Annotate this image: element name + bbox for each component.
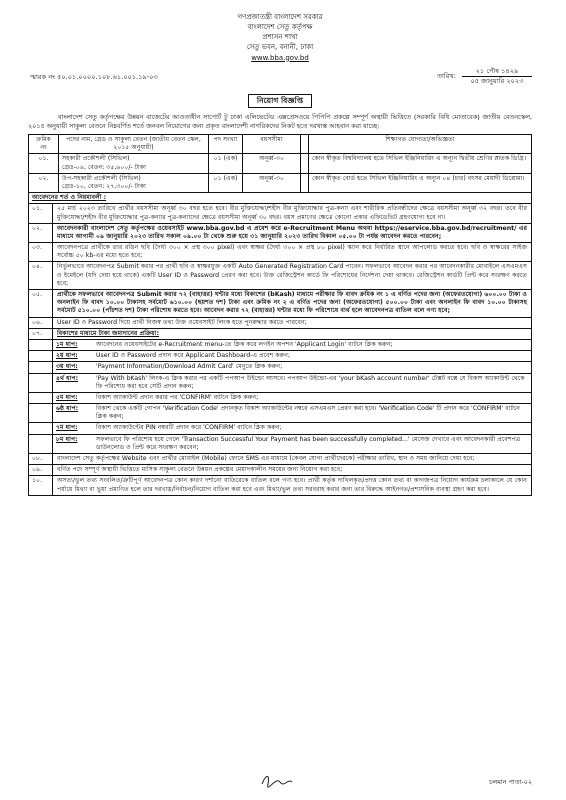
step-row: ৭ম ধাপ: বিকাশ অ্যাকাউন্টের PIN নম্বরটি প্রদান করে 'CONFIRM' বাটনে ক্লিক করুন; (28, 423, 532, 434)
post-name: উপ-সহকারী প্রকৌশলী (সিভিল) (62, 174, 141, 182)
list-item: ০৩. আবেদনপত্রে প্রার্থীকে তার রঙিন ছবি (দৈর্ঘ্য ৩০০ × প্রস্থ ৩০০ pixel) এবং স্বাক্ষর (দৈর্ঘ্য ৩০০ × প্রস্থ ৮০ pixel) স্ক্যান করে নির্ধারিত স্থানে আপলোড করতে হবে। ছবি ও স্বাক্ষরের সাইজ সর্বোচ্চ ৫০ kb-এর মধ্যে হতে হবে; (28, 243, 532, 262)
list-item: ০৬. User ID ও Password দিয়ে প্রার্থী নিজস্ব তথ্য উক্ত ওয়েবসাইট লিংক হতে পুনরুদ্ধার করতে পারবেন; (28, 318, 532, 329)
post-name: সহকারী প্রকৌশলী (সিভিল) (62, 155, 130, 163)
row-post (59, 173, 209, 192)
signature-icon (258, 770, 298, 790)
memo-row (28, 67, 532, 86)
step-row: ৬ষ্ঠ ধাপ: বিকাশ থেকে একটি গোপন 'Verification Code' প্রদানকৃত বিকাশ অ্যাকাউন্টের নম্বরে এসএমএস প্রেরণ করা হবে। 'Verification Code' টি প্রদান করে 'CONFIRM' বাটনে ক্লিক করুন; (28, 404, 532, 423)
row-age: অনূর্ধ্ব-৩০ (243, 173, 301, 192)
step-row: ৩য় ধাপ: 'Payment Information/Download Admit Card' মেনুতে ক্লিক করুন; (28, 362, 532, 373)
post-grade: গ্রেড-০৯, বেতন: ৩৫,৬০০/- টাকা (62, 163, 146, 171)
row-serial: ০২. (29, 173, 59, 192)
row-age: অনূর্ধ্ব-৩০ (243, 154, 301, 173)
row-qualification: কোন স্বীকৃত বিশ্ববিদ্যালয় হতে সিভিল ইঞ্জিনিয়ারিং এ অন্যূন দ্বিতীয় শ্রেণির স্নাতক ডিগ্রি। (309, 154, 532, 173)
list-item: ০৫. প্রার্থীকে সফলভাবে আবেদনপত্র Submit করার ৭২ (বাহাত্তর) ঘন্টার মধ্যে বিকাশের (bKash) মাধ্যমে পরীক্ষার ফি বাবদ ক্রমিক নং ১ এ বর্ণিত পদের জন্য (অফেরতযোগ্য) ৬০০.০০ টাকা ও অনলাইন ফি বাবদ ১০.০০ টাকাসহ সর্বমোট ৬১০.০০ (ছয়শত দশ) টাকা এবং ক্রমিক নং ২ এ বর্ণিত পদের জন্য (অফেরতযোগ্য) ৫০০.০০ টাকা এবং অনলাইন ফি বাবদ ১০.০০ টাকাসহ সর্বমোট ৫১০.০০ (পাঁচশত দশ) টাকা পরিশোধ করতে হবে। আবেদন করার ৭২ (বাহাত্তর) ঘন্টার মধ্যে ফি পরিশোধে ব্যর্থ হলে আবেদনপত্র বাতিল বলে গণ্য হবে; (28, 290, 532, 318)
date-label: তারিখ: (437, 72, 456, 81)
date-bangla: ২১ পৌষ ১৪২৯ (462, 67, 532, 78)
address: সেতু ভবন, বনানী, ঢাকা (246, 43, 314, 52)
row-post (59, 154, 209, 173)
row-count: ০১ (এক) (209, 154, 243, 173)
memo-number: স্মারক নং ৫০.০১.০০০০.১০৮.৬১.০০১.১৯-০৩ (30, 72, 158, 81)
list-item: ১০. অসত্য/ভুল তথ্য সংবলিত/ত্রুটিপূর্ণ আবেদনপত্র কোন কারণ দর্শানো ব্যতিরেকে বাতিল বলে গণ্য হবে। প্রার্থী কর্তৃক দাখিলকৃত/প্রদত্ত কোন তথ্য বা কাগজপত্র নিয়োগ কার্যক্রম চলাকালে যে কোন পর্যায়ে মিথ্যা বা ভুয়া প্রমাণিত হলে তার দরখাস্ত/নির্বাচন/নিয়োগ বাতিল করা হবে এবং মিথ্যা/ভুল তথ্য সরবরাহ করার জন্য তার বিরুদ্ধে আইনগত/প্রশাসনিক ব্যবস্থা গ্রহণ করা হবে। (28, 476, 532, 495)
step-row: ৮ম ধাপ: সফলভাবে ফি পরিশোধ হয়ে গেলে 'Transaction Successful Your Payment has been successfully completed...' মেসেজ দেখাবে এবং আবেদনকারী প্রবেশপত্র ডাউনলোড ও প্রিন্ট করে সংরক্ষণ করবেন; (28, 435, 532, 454)
memo-date (437, 67, 532, 86)
conditions-list-2 (28, 454, 532, 496)
list-item: ০৮. বাংলাদেশ সেতু কর্তৃপক্ষের Website এবং প্রার্থীর মোবাইল (Mobile) ফোনে SMS এর মাধ্যমে (কেবল যোগ্য প্রার্থীদেরকে) পরীক্ষার তারিখ, স্থান ও সময় জানিয়ে দেয়া হবে; (28, 454, 532, 465)
branch-name: প্রশাসন শাখা (262, 33, 298, 42)
step-row: ৪র্থ ধাপ: 'Pay With bKash' লিংক-এ ক্লিক করার পর একটি পপআপ উইন্ডো আসবে। পপআপ উইন্ডো-এর 'your bKash account number' টেক্সট বক্সে যে বিকাশ অ্যাকাউন্ট থেকে ফি পরিশোধ করা হবে সেটি প্রদান করুন; (28, 374, 532, 393)
org-name: বাংলাদেশ সেতু কর্তৃপক্ষ (247, 23, 313, 32)
table-row (29, 173, 532, 192)
row-count: ০১ (এক) (209, 173, 243, 192)
letterhead (28, 12, 532, 63)
intro-paragraph: বাংলাদেশ সেতু কর্তৃপক্ষের উন্নয়ন বাজেটের আওতাধীন সাপোর্ট টু ঢাকা এলিভেটেড এক্সপ্রেসওয়ে পিপিপি প্রকল্পে সম্পূর্ণ অস্থায়ী ভিত্তিতে (সরকারি বিধি মোতাবেক) জাতীয় বেতনস্কেল, ২০১৫ অনুযায়ী সাকুল্য বেতনে নিম্নবর্ণিত শর্তে জনবল নিয়োগের জন্য প্রকৃত বাংলাদেশী নাগরিকদের নিকট হতে দরখাস্ত আহবান করা যাচ্ছে: (28, 113, 532, 130)
continued-page-label: চলমান পাতা-০২ (489, 778, 532, 786)
col-age: বয়সসীমা (243, 135, 301, 154)
conditions-list (28, 204, 532, 340)
col-serial: ক্রমিক নং (29, 135, 59, 154)
date-english: ০৫ জানুয়ারি ২০২৩ (470, 77, 524, 86)
list-item: ০৯. বর্ণিত পদে সম্পূর্ণ অস্থায়ী ভিত্তিতে মাসিক সাকুল্য বেতনে উন্নয়ন প্রকল্পের মেয়াদকালীন সময়ের জন্য নিয়োগ করা হবে; (28, 465, 532, 476)
col-post: পদের নাম, গ্রেড ও সাকুল্য বেতন (জাতীয় বেতন স্কেল, ২০১৫ অনুযায়ী) (59, 135, 209, 154)
col-qualification: শিক্ষাগত যোগ্যতা/অভিজ্ঞতা (309, 135, 532, 154)
row-qualification: কোন স্বীকৃত বোর্ড হতে সিভিল ইঞ্জিনিয়ারিং এ অন্যূন ০৪ (চার) বৎসর মেয়াদী ডিপ্লোমা। (309, 173, 532, 192)
list-item: ০২. আবেদনকারী বাংলাদেশ সেতু কর্তৃপক্ষের ওয়েবসাইট www.bba.gov.bd এ প্রবেশ করে e-Recruitment Menu অথবা https://eservice.bba.gov.bd/recruitment/ এর মাধ্যমে আগামী ০৯ জানুয়ারি ২০২৩ তারিখ সকাল ০৯.০০ টা থেকে শুরু হয়ে ৩১ জানুয়ারি ২০২৩ তারিখ বিকাল ০৫.০০ টা পর্যন্ত আবেদন করতে পারবেন; (28, 224, 532, 243)
step-row: ১ম ধাপ: আবেদনের ওয়েবসাইটের e-Recruitment menu-তে ক্লিক করে লগইন অপশন 'Applicant Login' বাটনে ক্লিক করুন; (28, 340, 532, 351)
website-link[interactable]: www.bba.gov.bd (251, 53, 309, 62)
page-footer (28, 770, 532, 794)
post-grade: গ্রেড-১০, বেতন: ২৭,৩০০/- টাকা (62, 182, 146, 190)
govt-name: গণপ্রজাতন্ত্রী বাংলাদেশ সরকার (237, 13, 323, 21)
list-item: ০১. ২৫ মার্চ ২০২৩ তারিখে প্রার্থীর বয়সসীমা অনূর্ধ্ব ৩০ বছর হতে হবে। বীর মুক্তিযোদ্ধা/শহীদ বীর মুক্তিযোদ্ধার পুত্র-কন্যা এবং শারীরিক প্রতিবন্ধীদের ক্ষেত্রে বয়সসীমা অনূর্ধ্ব ৩২ বছর। তবে বীর মুক্তিযোদ্ধা/শহীদ বীর মুক্তিযোদ্ধার পুত্র-কন্যার পুত্র-কন্যাদের ক্ষেত্রে বয়সসীমা অনূর্ধ্ব ৩০ বছর। বয়স প্রমাণের ক্ষেত্রে কোনো প্রকার এফিডেভিট গ্রহণযোগ্য হবে না। (28, 204, 532, 223)
list-item: ০৪. নির্ভুলভাবে আবেদনপত্র Submit করার পর প্রার্থী ছবি ও স্বাক্ষরযুক্ত একটি Auto Generated Registration Card পাবেন। সফলভাবে আবেদন করার পর আবেদনকারীর মোবাইলে এসএমএস ও ইমেইলে (যদি দেয়া হয়ে থাকে) একটি User ID ও Password প্রেরণ করা হবে। উক্ত রেজিস্ট্রেশন কার্ডে ফি পরিশোধের নির্দেশনা দেয়া থাকবে। রেজিস্ট্রেশন কার্ডটি প্রিন্ট করে সংরক্ষণ করতে হবে; (28, 262, 532, 290)
conditions-heading: আবেদনের শর্ত ও নিয়মাবলী : (28, 193, 532, 204)
notice-title: নিয়োগ বিজ্ঞপ্তি (248, 94, 312, 108)
list-item: ০৭. বিকাশের মাধ্যমে টাকা জমাদানের প্রক্রিয়া: (28, 329, 532, 340)
bkash-steps (28, 340, 532, 454)
table-row (29, 154, 532, 173)
posts-table (28, 134, 532, 193)
step-row: ২য় ধাপ: User ID ও Password প্রদান করে Applicant Dashboard-এ প্রবেশ করুন; (28, 351, 532, 362)
table-header-row (29, 135, 532, 154)
step-row: ৫ম ধাপ: বিকাশ অ্যাকাউন্ট প্রদান করার পর 'CONFIRM' বাটনে ক্লিক করুন; (28, 393, 532, 404)
row-serial: ০১. (29, 154, 59, 173)
col-count: পদ সংখ্যা (209, 135, 243, 154)
